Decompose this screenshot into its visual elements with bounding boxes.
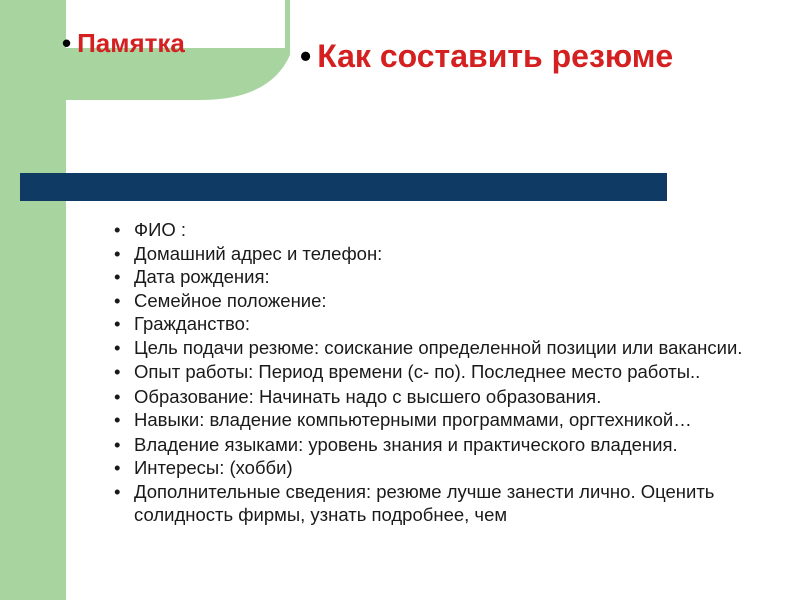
list-item: • Образование: Начинать надо с высшего образования. bbox=[114, 385, 754, 409]
list-item: • Цель подачи резюме: соискание определенной позиции или вакансии. bbox=[114, 336, 754, 360]
list-item: • Домашний адрес и телефон: bbox=[114, 242, 754, 266]
subtitle-bullet: • bbox=[62, 28, 72, 58]
list-item: • Гражданство: bbox=[114, 312, 754, 336]
subtitle bbox=[62, 28, 185, 59]
navy-band bbox=[36, 173, 667, 201]
subtitle-text: Памятка bbox=[77, 28, 185, 58]
list-item: • Навыки: владение компьютерными программами, оргтехникой… bbox=[114, 408, 754, 432]
list-item: • Семейное положение: bbox=[114, 289, 754, 313]
green-vertical-bar bbox=[0, 0, 66, 600]
list-item: • ФИО : bbox=[114, 218, 754, 242]
title-bullet: • bbox=[300, 38, 312, 74]
list-item: • Интересы: (хобби) bbox=[114, 456, 754, 480]
list-item: • Дополнительные сведения: резюме лучше занести лично. Оценить солидность фирмы, узнать подробнее, чем bbox=[114, 480, 754, 527]
list-item: • Опыт работы: Период времени (с- по). Последнее место работы.. bbox=[114, 360, 754, 384]
list-item: • Дата рождения: bbox=[114, 265, 754, 289]
page-title bbox=[300, 38, 673, 75]
navy-band-cap bbox=[20, 173, 58, 201]
bullet-list bbox=[114, 218, 754, 527]
title-text: Как составить резюме bbox=[317, 38, 674, 74]
list-item: • Владение языками: уровень знания и практического владения. bbox=[114, 433, 754, 457]
